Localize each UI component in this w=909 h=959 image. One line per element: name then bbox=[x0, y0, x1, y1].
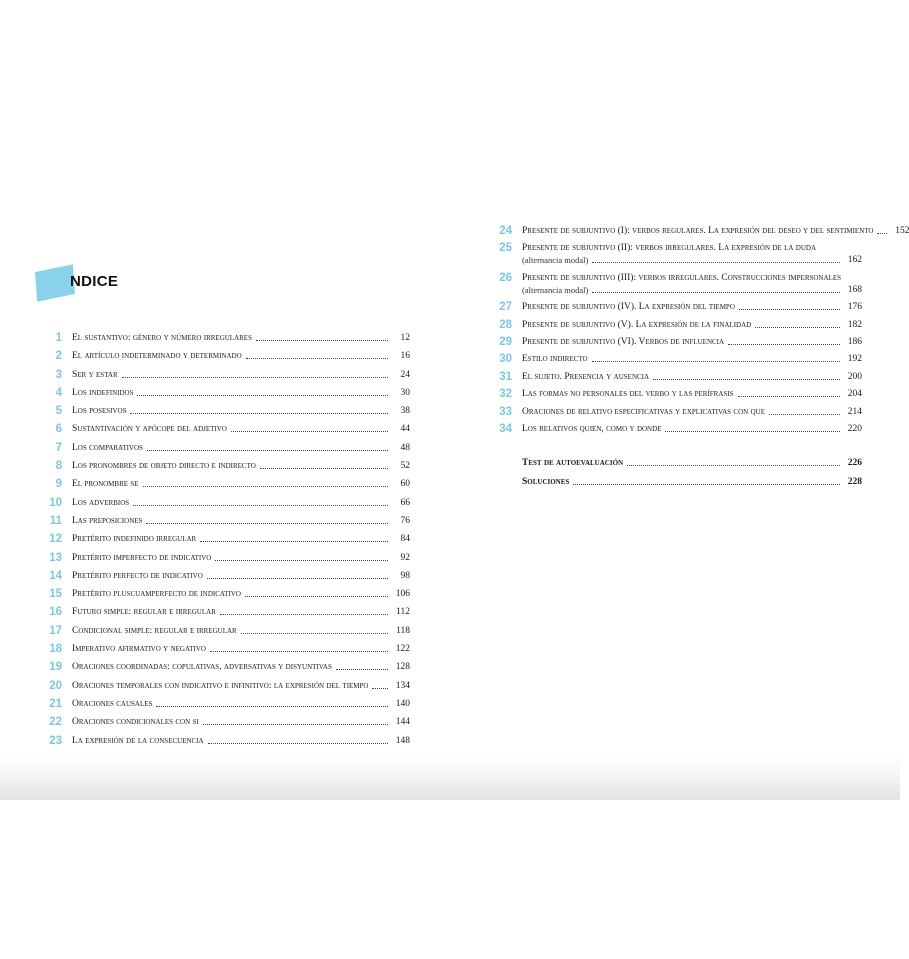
dot-leader bbox=[592, 291, 840, 293]
chapter-number: 31 bbox=[499, 370, 512, 383]
page-number: 76 bbox=[400, 515, 410, 526]
page-number: 122 bbox=[395, 644, 410, 655]
chapter-subtitle: (alternancia modal) bbox=[522, 284, 589, 295]
chapter-title-line bbox=[522, 242, 862, 254]
dot-leader bbox=[210, 650, 388, 652]
chapter-title: Oraciones condicionales con si bbox=[72, 717, 199, 728]
chapter-entry bbox=[72, 680, 410, 692]
dot-leader bbox=[207, 577, 388, 579]
chapter-title: Las formas no personales del verbo y las perífrasis bbox=[522, 389, 734, 400]
chapter-entry bbox=[72, 735, 410, 747]
chapter-number: 30 bbox=[499, 353, 512, 366]
chapter-subtitle-line bbox=[522, 284, 862, 296]
chapter-entry bbox=[72, 460, 410, 472]
index-entry[interactable] bbox=[40, 423, 410, 435]
chapter-title: Pretérito pluscuamperfecto de indicativo bbox=[72, 589, 241, 600]
chapter-entry bbox=[72, 716, 410, 728]
chapter-number: 28 bbox=[499, 318, 512, 331]
index-title: NDICE bbox=[70, 273, 119, 290]
chapter-number: 8 bbox=[55, 460, 62, 473]
chapter-title: El artículo indeterminado y determinado bbox=[72, 351, 242, 362]
dot-leader bbox=[653, 378, 840, 380]
chapter-title: El sujeto. Presencia y ausencia bbox=[522, 371, 650, 382]
index-title-block bbox=[36, 262, 196, 302]
chapter-title: Los relativos quien, como y donde bbox=[522, 423, 662, 434]
chapter-number: 1 bbox=[55, 332, 62, 344]
page-number: 30 bbox=[400, 387, 410, 398]
page-number: 98 bbox=[400, 570, 410, 581]
chapter-entry bbox=[72, 643, 410, 655]
chapter-title: Estilo indirecto bbox=[522, 354, 588, 365]
dot-leader bbox=[203, 723, 388, 725]
chapter-number: 20 bbox=[49, 679, 62, 692]
chapter-title-block bbox=[522, 272, 862, 296]
chapter-title: Los posesivos bbox=[72, 406, 127, 417]
chapter-number: 16 bbox=[49, 606, 62, 619]
chapter-entry bbox=[72, 606, 410, 618]
chapter-entry bbox=[72, 405, 410, 417]
dot-leader bbox=[241, 632, 388, 634]
page-number: 148 bbox=[395, 735, 410, 746]
chapter-entry bbox=[522, 225, 909, 237]
index-entry[interactable] bbox=[490, 301, 862, 313]
page-number: 38 bbox=[400, 406, 410, 417]
chapter-entry bbox=[72, 369, 410, 381]
index-entry[interactable] bbox=[40, 515, 410, 527]
index-entry[interactable] bbox=[40, 497, 410, 509]
chapter-title: Presente de subjuntivo (II): verbos irregulares. La expresión de la duda bbox=[522, 243, 817, 254]
chapter-title: Oraciones de relativo especificativas y explicativas con que bbox=[522, 406, 765, 417]
page-number: 182 bbox=[847, 319, 862, 330]
dot-leader bbox=[573, 483, 840, 485]
index-entry[interactable] bbox=[40, 552, 410, 564]
dot-leader bbox=[728, 343, 840, 345]
dot-leader bbox=[372, 687, 388, 689]
index-entry[interactable] bbox=[40, 442, 410, 454]
chapter-number: 6 bbox=[55, 423, 62, 436]
chapter-number: 15 bbox=[49, 588, 62, 601]
chapter-title: Presente de subjuntivo (VI). Verbos de influencia bbox=[522, 336, 725, 347]
chapter-number: 29 bbox=[499, 335, 512, 348]
chapter-title: El pronombre se bbox=[72, 479, 139, 490]
index-extra-entry[interactable] bbox=[522, 476, 862, 488]
background-below bbox=[0, 800, 900, 959]
page-number: 192 bbox=[847, 354, 862, 365]
chapter-title: Presente de subjuntivo (V). La expresión de la finalidad bbox=[522, 319, 752, 330]
chapter-number: 7 bbox=[55, 441, 62, 454]
dot-leader bbox=[246, 357, 388, 359]
chapter-number: 34 bbox=[499, 422, 512, 435]
index-entry[interactable] bbox=[40, 680, 410, 692]
chapter-title: Oraciones causales bbox=[72, 698, 153, 709]
page-number: 204 bbox=[847, 389, 862, 400]
dot-leader bbox=[256, 339, 388, 341]
dot-leader bbox=[755, 326, 840, 328]
index-extra-entry[interactable] bbox=[522, 457, 862, 469]
chapter-title: Condicional simple: regular e irregular bbox=[72, 625, 237, 636]
index-entry[interactable] bbox=[490, 225, 909, 237]
chapter-number: 33 bbox=[499, 405, 512, 418]
chapter-number: 22 bbox=[49, 716, 62, 729]
chapter-number: 24 bbox=[499, 225, 512, 237]
chapter-entry bbox=[522, 301, 862, 313]
chapter-subtitle-line bbox=[522, 254, 862, 266]
page-number: 92 bbox=[400, 552, 410, 563]
chapter-entry bbox=[522, 242, 862, 266]
page-number: 44 bbox=[400, 424, 410, 435]
dot-leader bbox=[231, 430, 388, 432]
chapter-number: 17 bbox=[49, 624, 62, 637]
dot-leader bbox=[220, 613, 388, 615]
dot-leader bbox=[130, 412, 388, 414]
chapter-number: 26 bbox=[499, 271, 512, 284]
chapter-entry bbox=[72, 387, 410, 399]
dot-leader bbox=[200, 540, 388, 542]
chapter-entry bbox=[522, 406, 862, 418]
chapter-entry bbox=[72, 332, 410, 344]
page-number: 106 bbox=[395, 589, 410, 600]
chapter-number: 27 bbox=[499, 301, 512, 314]
chapter-entry bbox=[72, 588, 410, 600]
dot-leader bbox=[260, 467, 388, 469]
chapter-title: Oraciones temporales con indicativo e infinitivo: la expresión del tiempo bbox=[72, 680, 369, 691]
chapter-number: 25 bbox=[499, 242, 512, 255]
chapter-number: 13 bbox=[49, 551, 62, 564]
index-entry[interactable] bbox=[490, 319, 862, 331]
page-number: 152 bbox=[895, 226, 909, 236]
chapter-number: 11 bbox=[49, 514, 62, 527]
page-number: 134 bbox=[395, 680, 410, 691]
chapter-title-line bbox=[522, 272, 862, 284]
page-number: 144 bbox=[395, 717, 410, 728]
chapter-entry bbox=[522, 353, 862, 365]
chapter-title: Imperativo afirmativo y negativo bbox=[72, 644, 206, 655]
chapter-title: Los indefinidos bbox=[72, 387, 134, 398]
index-entry[interactable] bbox=[40, 332, 410, 344]
dot-leader bbox=[627, 464, 840, 466]
chapter-title: El sustantivo: género y número irregulares bbox=[72, 333, 252, 343]
page-number: 66 bbox=[400, 497, 410, 508]
chapter-title: Oraciones coordinadas: copulativas, adversativas y disyuntivas bbox=[72, 662, 332, 673]
dot-leader bbox=[245, 595, 388, 597]
chapter-number: 3 bbox=[55, 368, 62, 381]
chapter-entry bbox=[72, 350, 410, 362]
chapter-title: La expresión de la consecuencia bbox=[72, 735, 204, 746]
page-number: 162 bbox=[847, 255, 862, 266]
chapter-subtitle: (alternancia modal) bbox=[522, 255, 589, 266]
chapter-number: 23 bbox=[49, 734, 62, 747]
chapter-entry bbox=[72, 661, 410, 673]
title-accent-square bbox=[35, 264, 75, 302]
chapter-number: 5 bbox=[55, 405, 62, 418]
index-entry[interactable] bbox=[40, 369, 410, 381]
page-number: 60 bbox=[400, 479, 410, 490]
chapter-title: Presente de subjuntivo (I): verbos regulares. La expresión del deseo y del sentimiento bbox=[522, 226, 874, 236]
page-number: 228 bbox=[847, 476, 862, 487]
chapter-entry bbox=[72, 497, 410, 509]
dot-leader bbox=[592, 360, 840, 362]
page-number: 176 bbox=[847, 302, 862, 313]
page-number: 168 bbox=[847, 284, 862, 295]
page-number: 140 bbox=[395, 698, 410, 709]
chapter-title-block bbox=[522, 242, 862, 266]
dot-leader bbox=[665, 430, 840, 432]
chapter-entry bbox=[522, 336, 862, 348]
page-number: 84 bbox=[400, 534, 410, 545]
chapter-number: 10 bbox=[49, 496, 62, 509]
index-column-right bbox=[490, 225, 909, 495]
index-entry[interactable] bbox=[490, 406, 862, 418]
chapter-entry bbox=[522, 388, 862, 400]
index-entry[interactable] bbox=[490, 272, 862, 296]
chapter-number: 4 bbox=[55, 386, 62, 399]
index-entry[interactable] bbox=[40, 387, 410, 399]
index-entry[interactable] bbox=[40, 533, 410, 545]
extra-entry bbox=[522, 457, 862, 469]
index-entry[interactable] bbox=[490, 336, 862, 348]
index-entry[interactable] bbox=[40, 735, 410, 747]
chapter-entry bbox=[72, 515, 410, 527]
chapter-number: 9 bbox=[55, 478, 62, 491]
dot-leader bbox=[122, 376, 388, 378]
chapter-entry bbox=[522, 319, 862, 331]
dot-leader bbox=[156, 705, 388, 707]
chapter-number: 12 bbox=[49, 533, 62, 546]
extra-title: Soluciones bbox=[522, 476, 570, 487]
chapter-title: Pretérito indefinido irregular bbox=[72, 534, 197, 545]
page-number: 16 bbox=[400, 351, 410, 362]
page-number: 214 bbox=[847, 406, 862, 417]
extra-title: Test de autoevaluación bbox=[522, 457, 624, 468]
index-extras bbox=[490, 457, 862, 488]
chapter-entry bbox=[522, 423, 862, 435]
chapter-title: Pretérito perfecto de indicativo bbox=[72, 570, 203, 581]
chapter-title: Los comparativos bbox=[72, 442, 143, 453]
chapter-title: Futuro simple: regular e irregular bbox=[72, 607, 216, 618]
chapter-title: Los pronombres de objeto directo e indirecto bbox=[72, 461, 256, 472]
chapter-number: 21 bbox=[49, 697, 62, 710]
index-entry[interactable] bbox=[40, 478, 410, 490]
index-entry[interactable] bbox=[490, 371, 862, 383]
index-entry[interactable] bbox=[40, 570, 410, 582]
chapter-title: Pretérito imperfecto de indicativo bbox=[72, 552, 212, 563]
dot-leader bbox=[336, 668, 388, 670]
index-entry[interactable] bbox=[40, 625, 410, 637]
dot-leader bbox=[215, 559, 388, 561]
chapter-entry bbox=[72, 442, 410, 454]
index-entry[interactable] bbox=[490, 242, 862, 266]
chapter-number: 32 bbox=[499, 388, 512, 401]
page-bottom-shadow bbox=[0, 755, 900, 800]
page-number: 128 bbox=[395, 662, 410, 673]
dot-leader bbox=[143, 485, 388, 487]
index-entry[interactable] bbox=[40, 405, 410, 417]
chapter-title: Presente de subjuntivo (IV). La expresión del tiempo bbox=[522, 302, 735, 313]
chapter-entry bbox=[72, 478, 410, 490]
page-number: 186 bbox=[847, 336, 862, 347]
chapter-number: 14 bbox=[49, 569, 62, 582]
page-number: 118 bbox=[396, 625, 410, 636]
index-entry[interactable] bbox=[40, 643, 410, 655]
dot-leader bbox=[877, 232, 887, 234]
index-entry[interactable] bbox=[490, 353, 862, 365]
chapter-entry bbox=[522, 371, 862, 383]
chapter-entry bbox=[72, 552, 410, 564]
dot-leader bbox=[146, 522, 388, 524]
page-number: 12 bbox=[400, 333, 410, 343]
index-entry[interactable] bbox=[40, 350, 410, 362]
chapter-title: Las preposiciones bbox=[72, 515, 143, 526]
page-number: 52 bbox=[400, 461, 410, 472]
chapter-title: Ser y estar bbox=[72, 369, 118, 380]
index-entry[interactable] bbox=[40, 606, 410, 618]
index-entry[interactable] bbox=[40, 460, 410, 472]
page-number: 112 bbox=[396, 607, 410, 618]
chapter-entry bbox=[522, 272, 862, 296]
chapter-title: Los adverbios bbox=[72, 497, 130, 508]
page-number: 226 bbox=[847, 457, 862, 468]
index-entry[interactable] bbox=[490, 423, 862, 435]
chapter-entry bbox=[72, 423, 410, 435]
chapter-entry bbox=[72, 570, 410, 582]
index-column-left bbox=[40, 332, 410, 753]
dot-leader bbox=[738, 395, 840, 397]
page-number: 200 bbox=[847, 371, 862, 382]
dot-leader bbox=[739, 308, 840, 310]
dot-leader bbox=[592, 261, 840, 263]
chapter-number: 18 bbox=[49, 643, 62, 656]
dot-leader bbox=[208, 742, 388, 744]
chapter-title: Presente de subjuntivo (III): verbos irregulares. Construcciones impersonales bbox=[522, 272, 841, 283]
index-entry[interactable] bbox=[490, 388, 862, 400]
chapter-entry bbox=[72, 533, 410, 545]
dot-leader bbox=[147, 449, 388, 451]
dot-leader bbox=[133, 504, 388, 506]
extra-entry bbox=[522, 476, 862, 488]
page-number: 24 bbox=[400, 369, 410, 380]
chapter-number: 19 bbox=[49, 661, 62, 674]
chapter-title: Sustantivación y apócope del adjetivo bbox=[72, 424, 227, 435]
dot-leader bbox=[769, 413, 840, 415]
index-entry[interactable] bbox=[40, 588, 410, 600]
index-entry[interactable] bbox=[40, 716, 410, 728]
index-entry[interactable] bbox=[40, 661, 410, 673]
dot-leader bbox=[137, 394, 388, 396]
chapter-entry bbox=[72, 698, 410, 710]
page-number: 220 bbox=[847, 423, 862, 434]
page-number: 48 bbox=[400, 442, 410, 453]
chapter-entry bbox=[72, 625, 410, 637]
chapter-number: 2 bbox=[55, 350, 62, 363]
index-entry[interactable] bbox=[40, 698, 410, 710]
